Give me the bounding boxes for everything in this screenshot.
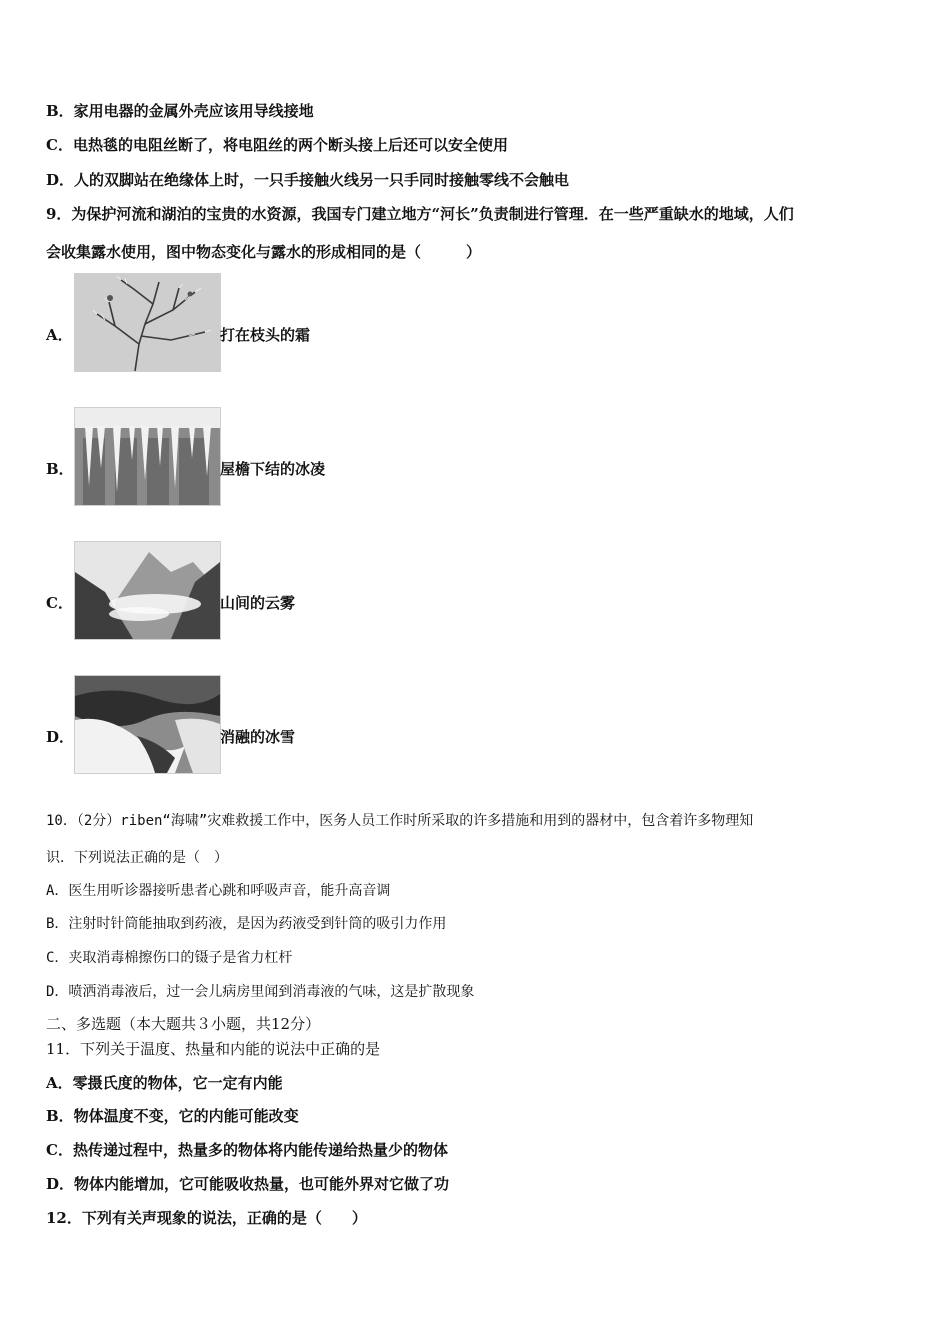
q11-option-c: C．热传递过程中，热量多的物体将内能传递给热量少的物体 <box>46 1141 448 1159</box>
q11-option-b: B．物体温度不变，它的内能可能改变 <box>46 1107 299 1125</box>
q11-stem: 11．下列关于温度、热量和内能的说法中正确的是 <box>46 1040 381 1058</box>
q9-option-b-caption: 屋檐下结的冰凌 <box>220 460 326 478</box>
q12-stem: 12．下列有关声现象的说法，正确的是（ ） <box>46 1209 367 1227</box>
q9-option-c-label: C． <box>46 594 73 612</box>
q9-option-b-label: B． <box>46 460 74 478</box>
q9-option-a-label: A． <box>46 326 73 344</box>
q8-option-c: C．电热毯的电阻丝断了，将电阻丝的两个断头接上后还可以安全使用 <box>46 136 508 154</box>
frost-branch-image <box>74 273 221 372</box>
q10-stem-line1: 10．（2分）riben“海啸”灾难救援工作中，医务人员工作时所采取的许多措施和用到的器材中，包含着许多物理知 <box>46 813 754 829</box>
q9-stem-line1: 9．为保护河流和湖泊的宝贵的水资源，我国专门建立地方“河长”负责制进行管理．在一些严重缺水的地域，人们 <box>46 205 794 223</box>
q9-option-d-caption: 消融的冰雪 <box>220 728 296 746</box>
icicles-eaves-image <box>74 407 221 506</box>
q9-stem-line2: 会收集露水使用，图中物态变化与露水的形成相同的是（ ） <box>46 243 482 261</box>
q9-option-c-caption: 山间的云雾 <box>220 594 296 612</box>
q8-option-d: D．人的双脚站在绝缘体上时，一只手接触火线另一只手同时接触零线不会触电 <box>46 171 570 189</box>
q11-option-a: A．零摄氏度的物体，它一定有内能 <box>46 1074 283 1092</box>
mountain-mist-image <box>74 541 221 640</box>
section-title-multiple-choice: 二、多选题（本大题共３小题，共12分） <box>46 1015 321 1033</box>
q9-option-d-label: D． <box>46 728 75 746</box>
q8-option-b: B．家用电器的金属外壳应该用导线接地 <box>46 102 314 120</box>
q10-option-b: B．注射时针筒能抽取到药液，是因为药液受到针筒的吸引力作用 <box>46 916 447 932</box>
melting-snow-image <box>74 675 221 774</box>
q9-option-a-caption: 打在枝头的霜 <box>220 326 311 344</box>
q11-option-d: D．物体内能增加，它可能吸收热量，也可能外界对它做了功 <box>46 1175 450 1193</box>
q10-option-d: D．喷洒消毒液后，过一会儿病房里闻到消毒液的气味，这是扩散现象 <box>46 984 475 1000</box>
q10-option-c: C．夹取消毒棉擦伤口的镊子是省力杠杆 <box>46 950 293 966</box>
q10-stem-line2: 识．下列说法正确的是（ ） <box>46 850 228 866</box>
q10-option-a: A．医生用听诊器接听患者心跳和呼吸声音，能升高音调 <box>46 883 391 899</box>
